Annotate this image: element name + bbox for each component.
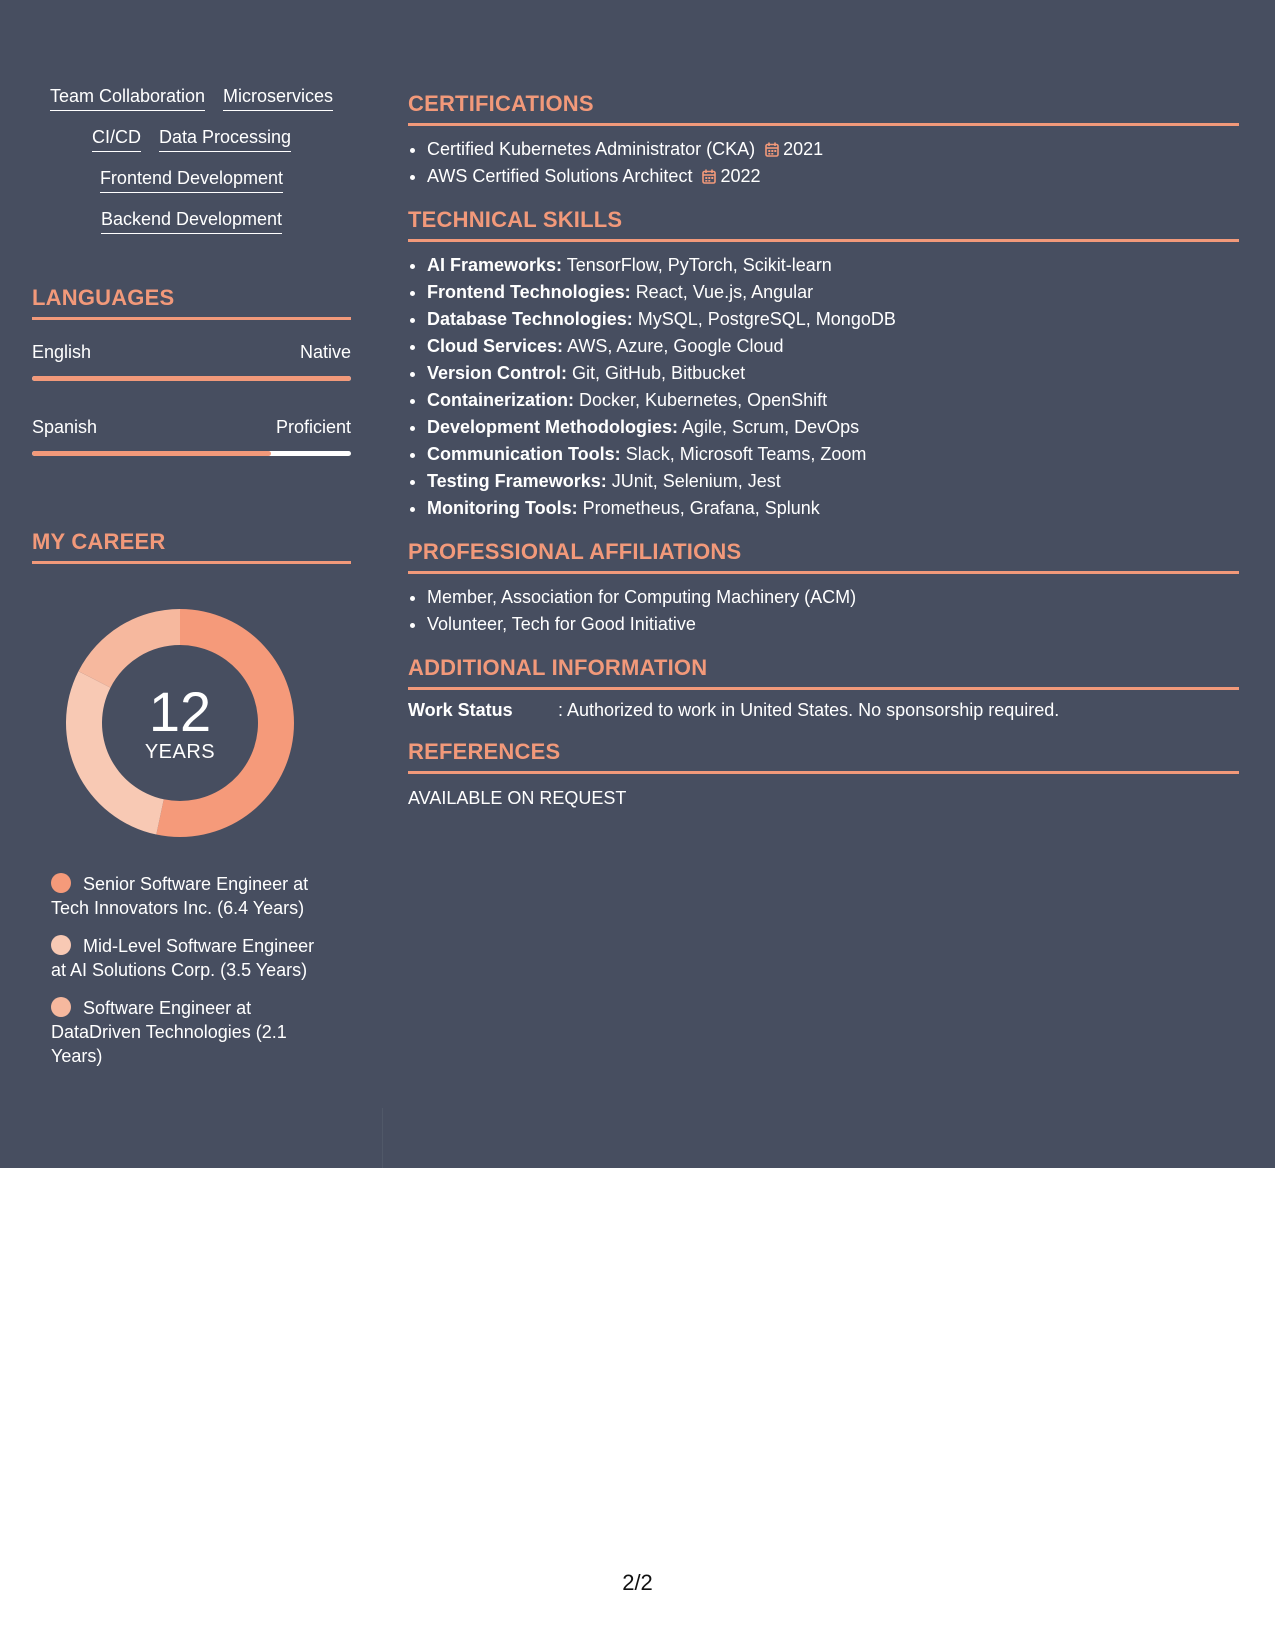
legend-dot-icon [51, 997, 71, 1017]
certification-year: 2021 [783, 139, 824, 159]
certification-item [427, 163, 1239, 190]
references-section [408, 738, 1239, 810]
skill-values: Git, GitHub, Bitbucket [572, 363, 746, 383]
certification-item [427, 136, 1239, 163]
language-item [32, 415, 351, 456]
career-legend-item [51, 934, 331, 982]
technical-skill-item [427, 279, 1239, 306]
certifications-section [408, 90, 1239, 190]
skill-category: Containerization: [427, 390, 574, 410]
technical-skills-section [408, 206, 1239, 522]
technical-skill-item [427, 333, 1239, 360]
calendar-icon [702, 169, 716, 184]
technical-skill-item [427, 441, 1239, 468]
language-level: Proficient [275, 417, 351, 437]
affiliation-item: • Member, Association for Computing Machinery (ACM) [427, 584, 1239, 611]
skills-cloud [32, 84, 351, 234]
skill-category: Version Control: [427, 363, 568, 383]
language-bar [32, 376, 351, 381]
work-status-value: : Authorized to work in United States. No sponsorship required. [558, 700, 1060, 720]
work-status-row [408, 698, 1239, 722]
left-column [32, 84, 351, 1082]
skill-values: MySQL, PostgreSQL, MongoDB [637, 309, 896, 329]
skill-tag: Backend Development [101, 207, 282, 234]
certification-year: 2022 [720, 166, 761, 186]
language-bar-fill [32, 376, 351, 381]
career-legend-label: Senior Software Engineer at Tech Innovators Inc. (6.4 Years) [51, 874, 309, 918]
technical-skill-item [427, 495, 1239, 522]
skill-values: Prometheus, Grafana, Splunk [582, 498, 820, 518]
column-divider [382, 1108, 383, 1168]
legend-dot-icon [51, 873, 71, 893]
affiliations-title: PROFESSIONAL AFFILIATIONS [408, 538, 1239, 574]
certifications-title: CERTIFICATIONS [408, 90, 1239, 126]
references-title: REFERENCES [408, 738, 1239, 774]
skill-tag: Team Collaboration [50, 84, 205, 111]
career-legend [32, 872, 351, 1068]
career-legend-label: Software Engineer at DataDriven Technologies (2.1 Years) [51, 998, 287, 1066]
skill-tag: Frontend Development [100, 166, 283, 193]
additional-info-title: ADDITIONAL INFORMATION [408, 654, 1239, 690]
technical-skill-item [427, 387, 1239, 414]
skill-category: AI Frameworks: [427, 255, 563, 275]
work-status-label: Work Status [408, 700, 513, 720]
technical-skill-item [427, 252, 1239, 279]
skill-values: React, Vue.js, Angular [635, 282, 814, 302]
skill-category: Communication Tools: [427, 444, 621, 464]
skill-category: Monitoring Tools: [427, 498, 578, 518]
technical-skill-item [427, 414, 1239, 441]
career-legend-item [51, 872, 331, 920]
skill-values: Docker, Kubernetes, OpenShift [579, 390, 828, 410]
skill-tag: Microservices [223, 84, 333, 111]
donut-center [65, 608, 295, 838]
skill-category: Database Technologies: [427, 309, 633, 329]
skill-category: Frontend Technologies: [427, 282, 631, 302]
language-name: English [32, 342, 92, 362]
skill-values: AWS, Azure, Google Cloud [567, 336, 784, 356]
career-title: MY CAREER [32, 528, 351, 564]
career-total-years: 12 [148, 680, 212, 743]
affiliations-section [408, 538, 1239, 638]
career-legend-label: Mid-Level Software Engineer at AI Solutions Corp. (3.5 Years) [51, 936, 315, 980]
skill-category: Cloud Services: [427, 336, 564, 356]
language-item [32, 340, 351, 381]
languages-section [32, 284, 351, 456]
page-number: 2/2 [622, 1570, 653, 1595]
technical-skills-title: TECHNICAL SKILLS [408, 206, 1239, 242]
technical-skill-item [427, 360, 1239, 387]
right-column [408, 90, 1239, 826]
career-donut [65, 608, 295, 838]
languages-title: LANGUAGES [32, 284, 351, 320]
certifications-list [408, 136, 1239, 190]
certification-name: AWS Certified Solutions Architect [427, 166, 693, 186]
technical-skill-item [427, 468, 1239, 495]
skill-tag: CI/CD [92, 125, 141, 152]
language-name: Spanish [32, 417, 98, 437]
career-total-unit: YEARS [144, 741, 216, 763]
skill-values: TensorFlow, PyTorch, Scikit-learn [566, 255, 832, 275]
affiliation-item: • Volunteer, Tech for Good Initiative [427, 611, 1239, 638]
technical-skill-item [427, 306, 1239, 333]
calendar-icon [765, 142, 779, 157]
references-text: AVAILABLE ON REQUEST [408, 788, 627, 808]
skill-values: Slack, Microsoft Teams, Zoom [625, 444, 867, 464]
technical-skills-list [408, 252, 1239, 522]
language-bar [32, 451, 351, 456]
skill-category: Development Methodologies: [427, 417, 679, 437]
additional-info-section [408, 654, 1239, 722]
skill-category: Testing Frameworks: [427, 471, 607, 491]
skill-tag: Data Processing [159, 125, 291, 152]
language-level: Native [299, 342, 351, 362]
language-bar-fill [32, 451, 271, 456]
legend-dot-icon [51, 935, 71, 955]
career-section [32, 528, 351, 1068]
affiliations-list [408, 584, 1239, 638]
certification-name: Certified Kubernetes Administrator (CKA) [427, 139, 756, 159]
skill-values: JUnit, Selenium, Jest [611, 471, 781, 491]
career-legend-item [51, 996, 331, 1068]
skill-values: Agile, Scrum, DevOps [682, 417, 860, 437]
